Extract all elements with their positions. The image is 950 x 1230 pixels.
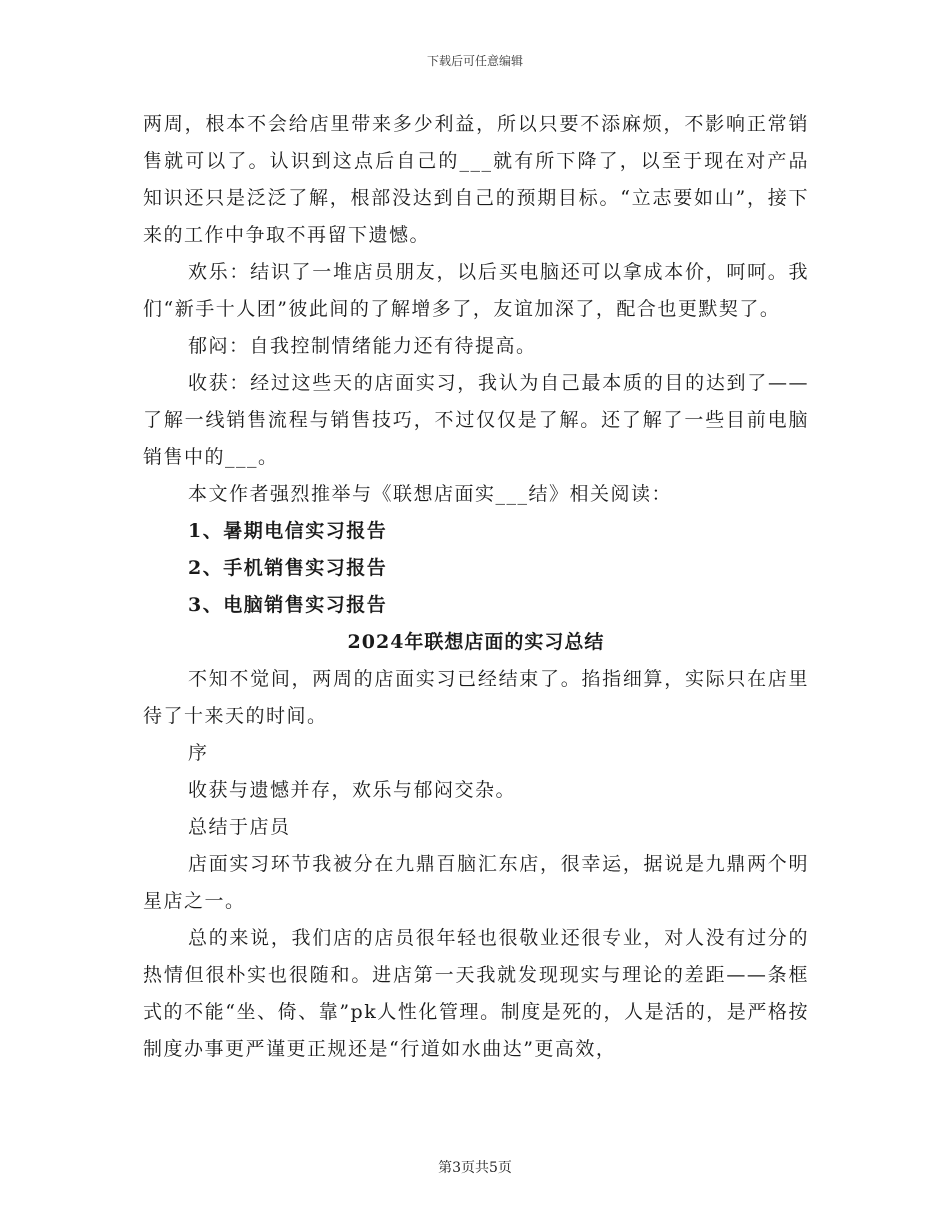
paragraph-clerk-label: 总结于店员 xyxy=(188,816,291,838)
related-reading-intro: 本文作者强烈推举与《联想店面实___结》相关阅读： xyxy=(188,483,673,505)
related-reading-item-2[interactable]: 2、手机销售实习报告 xyxy=(188,557,388,579)
paragraph-continued: 两周，根本不会给店里带来多少利益，所以只要不添麻烦，不影响正常销售就可以了。认识到这点后自己的___就有所下降了，以至于现在对产品知识还只是泛泛了解，根部没达到自己的预期目标。“立志要如山”，接下来的工作中争取不再留下遗憾。 xyxy=(143,113,809,246)
paragraph-gains: 收获：经过这些天的店面实习，我认为自己最本质的目的达到了——了解一线销售流程与销售技巧，不过仅仅是了解。还了解了一些目前电脑销售中的___。 xyxy=(143,372,809,468)
paragraph-preface: 收获与遗憾并存，欢乐与郁闷交杂。 xyxy=(188,779,517,801)
page-number: 第3页共5页 xyxy=(438,1160,512,1176)
section-heading: 2024年联想店面的实习总结 xyxy=(347,631,605,653)
paragraph-intro: 不知不觉间，两周的店面实习已经结束了。掐指细算，实际只在店里待了十来天的时间。 xyxy=(143,668,809,727)
paragraph-joy: 欢乐：结识了一堆店员朋友，以后买电脑还可以拿成本价，呵呵。我们“新手十人团”彼此间的了解增多了，友谊加深了，配合也更默契了。 xyxy=(143,261,809,320)
document-body xyxy=(143,106,809,1068)
page-header: 下载后可任意编辑 xyxy=(426,54,523,68)
related-reading-item-1[interactable]: 1、暑期电信实习报告 xyxy=(188,520,388,542)
related-reading-item-3[interactable]: 3、电脑销售实习报告 xyxy=(188,594,388,616)
paragraph-store: 店面实习环节我被分在九鼎百脑汇东店，很幸运，据说是九鼎两个明星店之一。 xyxy=(143,853,809,912)
paragraph-preface-label: 序 xyxy=(188,742,209,764)
paragraph-summary: 总的来说，我们店的店员很年轻也很敬业还很专业，对人没有过分的热情但很朴实也很随和。进店第一天我就发现现实与理论的差距——条框式的不能“坐、倚、靠”pk人性化管理。制度是死的，人是活的，是严格按制度办事更严谨更正规还是“行道如水曲达”更高效， xyxy=(143,927,809,1060)
paragraph-frustration: 郁闷：自我控制情绪能力还有待提高。 xyxy=(188,335,537,357)
